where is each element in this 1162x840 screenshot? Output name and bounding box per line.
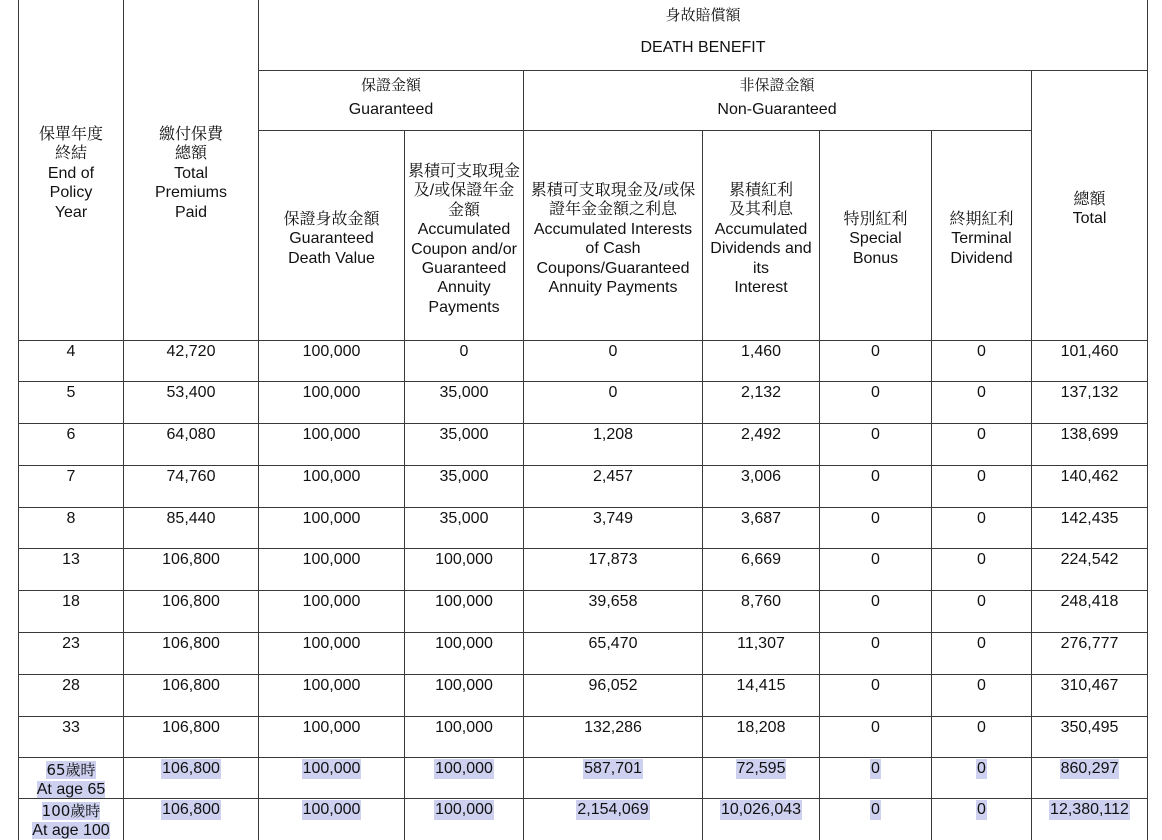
cell-terminal-dividend [932, 342, 1031, 362]
cell-special-bonus [820, 383, 931, 403]
cell-interests [524, 718, 702, 738]
cell-interests [524, 383, 702, 403]
cell-value: 100,000 [302, 760, 361, 777]
cell-value: 100,000 [435, 551, 493, 568]
cell-value: 10,026,043 [720, 801, 802, 818]
cell-value: 142,435 [1060, 510, 1119, 527]
cell-guaranteed-death-value [259, 634, 404, 654]
age-label [19, 802, 123, 840]
cell-value: 3,687 [740, 510, 782, 527]
cell-value: 138,699 [1060, 426, 1119, 443]
cell-interests [524, 425, 702, 445]
cell-coupon [405, 342, 523, 362]
cell-value: 2,132 [740, 384, 782, 401]
cell-guaranteed-death-value [259, 676, 404, 696]
guaranteed-death-value-header: 保證身故金額 Guaranteed Death Value [283, 211, 380, 267]
grid-hline [18, 632, 1148, 633]
cell-value: 11,307 [737, 635, 785, 652]
grid-vline [819, 130, 820, 840]
grid-hline [18, 423, 1148, 424]
cell-year [19, 550, 123, 570]
cell-dividends [703, 759, 819, 779]
cell-value: 100,000 [435, 760, 493, 777]
cell-interests [524, 342, 702, 362]
cell-premiums [124, 634, 258, 654]
guaranteed-group-zh: 保證金額 [360, 76, 421, 94]
cell-dividends [703, 342, 819, 362]
cell-value: 35,000 [439, 468, 489, 485]
cell-coupon [405, 592, 523, 612]
cell-coupon [405, 676, 523, 696]
cell-coupon [405, 634, 523, 654]
cell-value: 0 [459, 343, 469, 360]
cell-value: 14,415 [736, 677, 786, 694]
cell-premiums [124, 676, 258, 696]
cell-terminal-dividend [932, 467, 1031, 487]
cell-guaranteed-death-value [259, 800, 404, 820]
cell-value: 0 [871, 551, 880, 568]
cell-coupon [405, 800, 523, 820]
cell-dividends [703, 425, 819, 445]
grid-hline [18, 548, 1148, 549]
cell-coupon [405, 425, 523, 445]
non-guaranteed-group-en: Non-Guaranteed [717, 101, 837, 118]
cell-interests [524, 550, 702, 570]
cell-value: 8 [66, 510, 76, 527]
cell-dividends [703, 509, 819, 529]
cell-guaranteed-death-value [259, 718, 404, 738]
cell-guaranteed-death-value [259, 467, 404, 487]
guaranteed-group-en: Guaranteed [348, 101, 434, 118]
cell-year [19, 467, 123, 487]
cell-special-bonus [820, 592, 931, 612]
grid-vline [1147, 0, 1148, 840]
cell-premiums [124, 509, 258, 529]
cell-premiums [124, 383, 258, 403]
grid-vline [18, 0, 19, 840]
cell-value: 4 [66, 343, 76, 360]
cell-terminal-dividend [932, 592, 1031, 612]
special-bonus-header: 特別紅利 Special Bonus [843, 211, 908, 267]
cell-value: 6 [66, 426, 76, 443]
cell-value: 132,286 [584, 719, 642, 736]
page-margin [0, 0, 18, 840]
cell-terminal-dividend [932, 383, 1031, 403]
cell-terminal-dividend [932, 425, 1031, 445]
cell-coupon [405, 383, 523, 403]
cell-coupon [405, 550, 523, 570]
cell-value: 7 [66, 468, 76, 485]
grid-hline [18, 757, 1148, 758]
cell-year [19, 592, 123, 612]
cell-dividends [703, 592, 819, 612]
cell-value: 2,492 [740, 426, 782, 443]
cell-value: 100,000 [302, 510, 361, 527]
cell-premiums [124, 467, 258, 487]
death-benefit-title-zh: 身故賠償額 [665, 6, 741, 24]
cell-value: 106,800 [162, 760, 220, 777]
grid-hline [18, 674, 1148, 675]
grid-hline [18, 590, 1148, 591]
cell-value: 0 [977, 551, 986, 568]
cell-coupon [405, 718, 523, 738]
accumulated-coupon-header: 累積可支取現金 及/或保證年金 金額 Accumulated Coupon and/or Guaranteed Annuity Payments [407, 163, 520, 316]
cell-special-bonus [820, 759, 931, 779]
cell-terminal-dividend [932, 800, 1031, 820]
cell-value: 0 [977, 343, 986, 360]
cell-terminal-dividend [932, 509, 1031, 529]
grid-hline [18, 798, 1148, 799]
cell-coupon [405, 509, 523, 529]
cell-value: 2,457 [592, 468, 634, 485]
cell-dividends [703, 800, 819, 820]
cell-value: 100,000 [435, 801, 493, 818]
age-label-en: At age 65 [36, 781, 106, 798]
cell-value: 0 [871, 510, 880, 527]
cell-total [1032, 383, 1147, 403]
grid-hline [18, 507, 1148, 508]
grid-hline [18, 381, 1148, 382]
cell-year [19, 509, 123, 529]
cell-value: 106,800 [162, 593, 220, 610]
cell-value: 0 [977, 801, 986, 818]
cell-value: 0 [977, 593, 986, 610]
policy-year-header: 保單年度 終結 End of Policy Year [38, 126, 103, 221]
cell-dividends [703, 634, 819, 654]
cell-premiums [124, 425, 258, 445]
cell-guaranteed-death-value [259, 342, 404, 362]
premiums-header: 繳付保費 總額 Total Premiums Paid [154, 126, 227, 221]
cell-value: 860,297 [1060, 760, 1119, 777]
cell-terminal-dividend [932, 550, 1031, 570]
cell-value: 3,006 [740, 468, 782, 485]
cell-value: 0 [977, 719, 986, 736]
cell-value: 100,000 [302, 719, 361, 736]
grid-vline [931, 130, 932, 840]
age-label-zh: 65歲時 [46, 761, 96, 779]
cell-dividends [703, 676, 819, 696]
total-header: 總額 Total [1072, 191, 1107, 228]
cell-value: 6,669 [740, 551, 782, 568]
cell-value: 106,800 [162, 551, 220, 568]
cell-value: 0 [977, 635, 986, 652]
cell-special-bonus [820, 342, 931, 362]
cell-terminal-dividend [932, 759, 1031, 779]
grid-vline [123, 0, 124, 840]
cell-value: 350,495 [1060, 719, 1119, 736]
cell-value: 101,460 [1060, 343, 1119, 360]
cell-value: 0 [871, 677, 880, 694]
cell-value: 39,658 [588, 593, 638, 610]
cell-year [19, 676, 123, 696]
cell-value: 0 [871, 719, 880, 736]
cell-value: 106,800 [162, 677, 220, 694]
cell-total [1032, 467, 1147, 487]
cell-value: 0 [977, 468, 986, 485]
cell-value: 74,760 [166, 468, 216, 485]
cell-value: 12,380,112 [1050, 801, 1129, 818]
cell-value: 100,000 [302, 551, 361, 568]
cell-year [19, 634, 123, 654]
cell-value: 0 [871, 760, 880, 777]
cell-value: 0 [871, 635, 880, 652]
cell-interests [524, 759, 702, 779]
cell-value: 42,720 [166, 343, 216, 360]
cell-value: 0 [977, 760, 986, 777]
cell-terminal-dividend [932, 634, 1031, 654]
cell-value: 13 [62, 551, 80, 568]
cell-value: 0 [608, 343, 618, 360]
cell-value: 18 [62, 593, 80, 610]
cell-terminal-dividend [932, 676, 1031, 696]
age-label-zh: 100歲時 [41, 802, 101, 820]
cell-value: 23 [62, 635, 80, 652]
cell-guaranteed-death-value [259, 425, 404, 445]
cell-interests [524, 800, 702, 820]
cell-value: 106,800 [162, 801, 220, 818]
death-benefit-title-en: DEATH BENEFIT [640, 39, 766, 56]
terminal-dividend-header: 終期紅利 Terminal Dividend [949, 211, 1014, 267]
cell-value: 0 [977, 426, 986, 443]
age-label-en: At age 100 [32, 822, 110, 839]
cell-value: 106,800 [162, 719, 220, 736]
cell-value: 0 [871, 343, 880, 360]
cell-value: 3,749 [592, 510, 634, 527]
grid-vline [1031, 70, 1032, 840]
cell-value: 53,400 [166, 384, 216, 401]
grid-hline [18, 465, 1148, 466]
cell-guaranteed-death-value [259, 759, 404, 779]
cell-coupon [405, 467, 523, 487]
cell-value: 0 [871, 801, 880, 818]
cell-value: 100,000 [302, 468, 361, 485]
cell-value: 100,000 [302, 635, 361, 652]
cell-value: 100,000 [435, 635, 493, 652]
grid-hline [258, 70, 1147, 71]
cell-value: 65,470 [588, 635, 638, 652]
cell-interests [524, 467, 702, 487]
cell-special-bonus [820, 550, 931, 570]
cell-value: 0 [608, 384, 618, 401]
cell-dividends [703, 467, 819, 487]
cell-value: 35,000 [439, 426, 489, 443]
cell-value: 8,760 [740, 593, 782, 610]
cell-value: 17,873 [588, 551, 638, 568]
cell-value: 35,000 [439, 384, 489, 401]
cell-premiums [124, 342, 258, 362]
cell-interests [524, 509, 702, 529]
cell-value: 137,132 [1060, 384, 1119, 401]
cell-special-bonus [820, 718, 931, 738]
cell-interests [524, 592, 702, 612]
cell-coupon [405, 759, 523, 779]
cell-dividends [703, 718, 819, 738]
cell-value: 35,000 [439, 510, 489, 527]
cell-guaranteed-death-value [259, 550, 404, 570]
cell-value: 1,460 [740, 343, 782, 360]
accumulated-dividends-header: 累積紅利 及其利息 Accumulated Dividends and its Interest [710, 182, 812, 297]
cell-value: 85,440 [166, 510, 216, 527]
cell-value: 100,000 [435, 719, 493, 736]
cell-premiums [124, 800, 258, 820]
cell-value: 96,052 [588, 677, 638, 694]
cell-value: 0 [977, 677, 986, 694]
cell-interests [524, 634, 702, 654]
grid-vline [258, 0, 259, 840]
cell-premiums [124, 592, 258, 612]
cell-year [19, 383, 123, 403]
accumulated-interests-header: 累積可支取現金及/或保 證年金金額之利息 Accumulated Interests of Cash Coupons/Guaranteed Annuity Payments [530, 182, 696, 297]
cell-value: 0 [977, 510, 986, 527]
cell-value: 28 [62, 677, 80, 694]
cell-value: 72,595 [736, 760, 786, 777]
cell-value: 100,000 [302, 593, 361, 610]
cell-total [1032, 425, 1147, 445]
cell-value: 106,800 [162, 635, 220, 652]
cell-value: 100,000 [302, 343, 361, 360]
cell-value: 224,542 [1060, 551, 1119, 568]
cell-value: 18,208 [736, 719, 786, 736]
cell-total [1032, 550, 1147, 570]
cell-total [1032, 634, 1147, 654]
cell-value: 100,000 [302, 801, 361, 818]
cell-value: 0 [871, 593, 880, 610]
cell-special-bonus [820, 800, 931, 820]
cell-dividends [703, 550, 819, 570]
cell-special-bonus [820, 509, 931, 529]
cell-special-bonus [820, 467, 931, 487]
cell-special-bonus [820, 676, 931, 696]
cell-value: 310,467 [1060, 677, 1119, 694]
cell-value: 0 [871, 468, 880, 485]
cell-special-bonus [820, 634, 931, 654]
cell-value: 100,000 [302, 384, 361, 401]
grid-vline [404, 130, 405, 840]
cell-value: 100,000 [435, 677, 493, 694]
cell-total [1032, 342, 1147, 362]
cell-special-bonus [820, 425, 931, 445]
cell-value: 100,000 [435, 593, 493, 610]
cell-value: 140,462 [1060, 468, 1119, 485]
cell-value: 0 [871, 384, 880, 401]
non-guaranteed-group-zh: 非保證金額 [739, 76, 815, 94]
grid-vline [523, 70, 524, 840]
cell-premiums [124, 718, 258, 738]
grid-hline [18, 716, 1148, 717]
cell-value: 33 [62, 719, 80, 736]
cell-value: 1,208 [592, 426, 634, 443]
cell-premiums [124, 550, 258, 570]
cell-year [19, 342, 123, 362]
cell-dividends [703, 383, 819, 403]
grid-vline [702, 130, 703, 840]
age-label [19, 761, 123, 799]
cell-total [1032, 718, 1147, 738]
cell-value: 100,000 [302, 426, 361, 443]
cell-year [19, 425, 123, 445]
cell-guaranteed-death-value [259, 592, 404, 612]
cell-total [1032, 509, 1147, 529]
cell-value: 587,701 [584, 760, 642, 777]
cell-guaranteed-death-value [259, 509, 404, 529]
cell-value: 64,080 [166, 426, 216, 443]
cell-interests [524, 676, 702, 696]
cell-total [1032, 800, 1147, 820]
cell-value: 276,777 [1060, 635, 1119, 652]
grid-hline [18, 340, 1148, 341]
cell-year [19, 718, 123, 738]
cell-total [1032, 759, 1147, 779]
cell-premiums [124, 759, 258, 779]
cell-guaranteed-death-value [259, 383, 404, 403]
cell-total [1032, 676, 1147, 696]
cell-value: 0 [977, 384, 986, 401]
cell-value: 5 [66, 384, 76, 401]
cell-value: 248,418 [1060, 593, 1119, 610]
cell-value: 100,000 [302, 677, 361, 694]
cell-value: 0 [871, 426, 880, 443]
cell-total [1032, 592, 1147, 612]
cell-terminal-dividend [932, 718, 1031, 738]
grid-hline [258, 130, 1031, 131]
cell-value: 2,154,069 [577, 801, 649, 818]
